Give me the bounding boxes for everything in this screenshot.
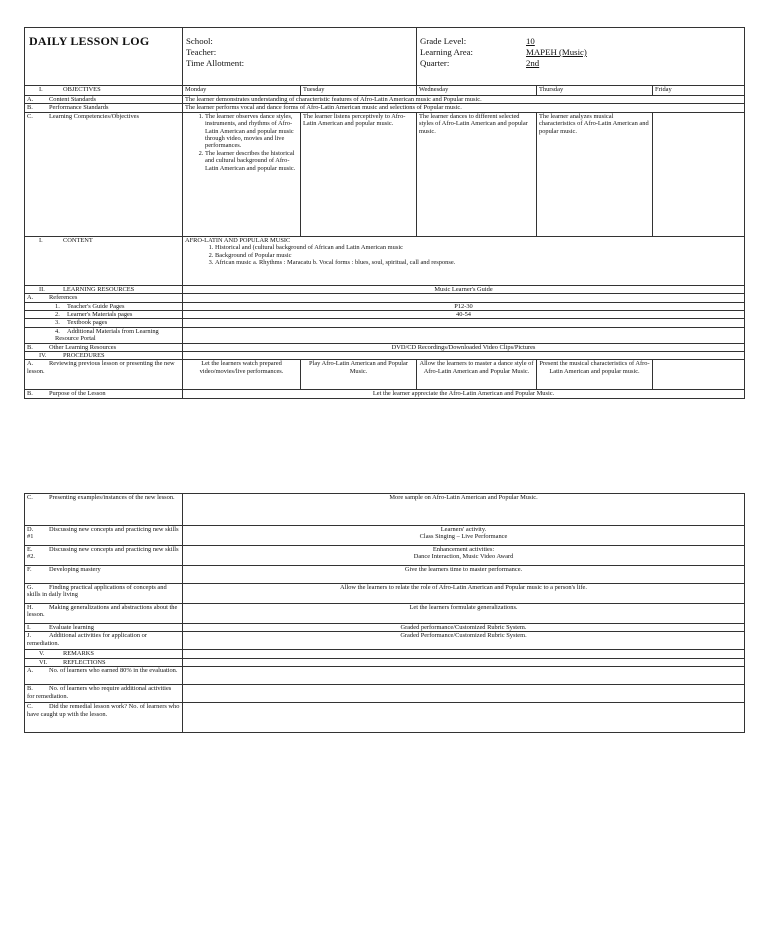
procedure-i-value: Graded performance/Customized Rubric System. (183, 624, 745, 632)
procedure-a-tuesday: Play Afro-Latin American and Popular Music. (301, 360, 417, 390)
procedure-g-label: G. Finding practical applications of concepts and skills in daily living (25, 584, 183, 604)
procedure-d-value (183, 526, 745, 546)
textbook-pages-label: 3. Textbook pages (25, 319, 183, 327)
procedure-e-line2: Dance Interaction, Music Video Award (413, 553, 514, 561)
lesson-log-table-page1 (24, 27, 745, 399)
content-title: AFRO-LATIN AND POPULAR MUSIC (185, 236, 291, 244)
reflection-c-value (183, 703, 745, 733)
list-item: 3. African music a. Rhythms : Maracatu b. Vocal forms : blues, soul, spiritual, call and response. (215, 259, 742, 266)
procedure-c-value: More sample on Afro-Latin American and Popular Music. (183, 494, 745, 526)
procedure-c-label: C. Presenting examples/instances of the new lesson. (25, 494, 183, 526)
procedure-a-label: A. Reviewing previous lesson or presenting the new lesson. (25, 360, 183, 390)
remarks-value (183, 650, 745, 658)
competencies-monday (183, 112, 301, 236)
list-item: 1. Historical and (cultural background of African and Latin American music (215, 244, 742, 251)
reflections-heading: VI. REFLECTIONS (25, 658, 183, 666)
procedure-d-label: D. Discussing new concepts and practicing new skills #1 (25, 526, 183, 546)
reflection-b-label: B. No. of learners who require additional activities for remediation. (25, 685, 183, 703)
procedure-f-label: F. Developing mastery (25, 566, 183, 584)
procedure-h-label: H. Making generalizations and abstractions about the lesson. (25, 604, 183, 624)
objectives-heading: I. OBJECTIVES (25, 86, 183, 96)
performance-standards-text: The learner performs vocal and dance forms of Afro-Latin American music and selections of Popular music. (183, 104, 745, 112)
resources-heading: II. LEARNING RESOURCES (25, 285, 183, 293)
procedure-e-label: E. Discussing new concepts and practicing new skills #2. (25, 546, 183, 566)
day-tuesday: Tuesday (301, 86, 417, 96)
procedure-d-line2: Class Singing – Live Performance (419, 533, 508, 541)
day-monday: Monday (183, 86, 301, 96)
content-standards-label: A. Content Standards (25, 96, 183, 104)
day-thursday: Thursday (537, 86, 653, 96)
list-item: 2. The learner describes the historical and cultural background of Afro-Latin American and popular music. (205, 150, 298, 172)
learning-area-value: MAPEH (Music) (526, 47, 587, 57)
procedure-j-label: J. Additional activities for application or remediation. (25, 632, 183, 650)
additional-materials-value (183, 327, 745, 343)
competencies-thursday: The learner analyzes musical characteristics of Afro-Latin American and popular music. (537, 112, 653, 236)
procedure-h-value: Let the learners formulate generalizations. (183, 604, 745, 624)
reflection-a-value (183, 667, 745, 685)
reflection-c-label: C. Did the remedial lesson work? No. of learners who have caught up with the lesson. (25, 703, 183, 733)
references-label: A. References (25, 294, 183, 302)
learning-area-label: Learning Area: (420, 47, 474, 57)
list-item: 2. Background of Popular music (215, 252, 742, 259)
remarks-heading: V. REMARKS (25, 650, 183, 658)
competencies-tuesday: The learner listens perceptively to Afro-Latin American and popular music. (301, 112, 417, 236)
grade-level-value: 10 (526, 36, 535, 46)
resources-heading-value: Music Learner's Guide (183, 285, 745, 293)
competencies-label: C. Learning Competencies/Objectives (25, 112, 183, 236)
procedure-a-wednesday: Allow the learners to master a dance style of Afro-Latin American and Popular Music. (417, 360, 537, 390)
other-resources-value: DVD/CD Recordings/Downloaded Video Clips/Pictures (183, 343, 745, 351)
procedure-d-line1: Learners' activity. (440, 526, 487, 533)
content-heading: I. CONTENT (25, 236, 183, 285)
content-body (183, 236, 745, 285)
learners-materials-value: 40-54 (183, 311, 745, 319)
grade-info (417, 28, 745, 86)
additional-materials-label: 4. Additional Materials from Learning Resource Portal (25, 327, 183, 343)
teacher-label: Teacher: (186, 47, 217, 57)
procedures-heading-value (183, 352, 745, 360)
procedure-a-monday: Let the learners watch prepared video/movies/live performances. (183, 360, 301, 390)
references-value (183, 294, 745, 302)
procedure-i-label: I. Evaluate learning (25, 624, 183, 632)
reflection-a-label: A. No. of learners who earned 80% in the evaluation. (25, 667, 183, 685)
quarter-value: 2nd (526, 58, 540, 68)
quarter-label: Quarter: (420, 58, 450, 68)
procedure-j-value: Graded Performance/Customized Rubric System. (183, 632, 745, 650)
performance-standards-label: B. Performance Standards (25, 104, 183, 112)
content-standards-text: The learner demonstrates understanding of characteristic features of Afro-Latin American music and Popular music. (183, 96, 745, 104)
page-title: DAILY LESSON LOG (25, 28, 183, 86)
school-label: School: (186, 36, 213, 46)
competencies-friday (653, 112, 745, 236)
procedures-heading: IV. PROCEDURES (25, 352, 183, 360)
day-friday: Friday (653, 86, 745, 96)
procedure-f-value: Give the learners time to master performance. (183, 566, 745, 584)
other-resources-label: B. Other Learning Resources (25, 343, 183, 351)
procedure-b-value: Let the learner appreciate the Afro-Latin American and Popular Music. (183, 390, 745, 398)
day-wednesday: Wednesday (417, 86, 537, 96)
procedure-a-friday (653, 360, 745, 390)
textbook-pages-value (183, 319, 745, 327)
teachers-guide-value: P12-30 (183, 302, 745, 310)
learners-materials-label: 2. Learner's Materials pages (25, 311, 183, 319)
reflections-value (183, 658, 745, 666)
school-info (183, 28, 417, 86)
competencies-wednesday: The learner dances to different selected styles of Afro-Latin American and popular music. (417, 112, 537, 236)
procedure-g-value: Allow the learners to relate the role of Afro-Latin American and Popular music to a person's life. (183, 584, 745, 604)
lesson-log-table-page2 (24, 493, 745, 733)
procedure-a-thursday: Present the musical characteristics of Afro-Latin American and popular music. (537, 360, 653, 390)
procedure-e-line1: Enhancement activities: (432, 546, 495, 553)
procedure-e-value (183, 546, 745, 566)
teachers-guide-label: 1. Teacher's Guide Pages (25, 302, 183, 310)
time-allotment-label: Time Allotment: (186, 58, 245, 68)
procedure-b-label: B. Purpose of the Lesson (25, 390, 183, 398)
list-item: 1. The learner observes dance styles, instruments, and rhythms of Afro-Latin American and popular music through video, movies and live performances. (205, 113, 298, 150)
reflection-b-value (183, 685, 745, 703)
grade-level-label: Grade Level: (420, 36, 467, 46)
